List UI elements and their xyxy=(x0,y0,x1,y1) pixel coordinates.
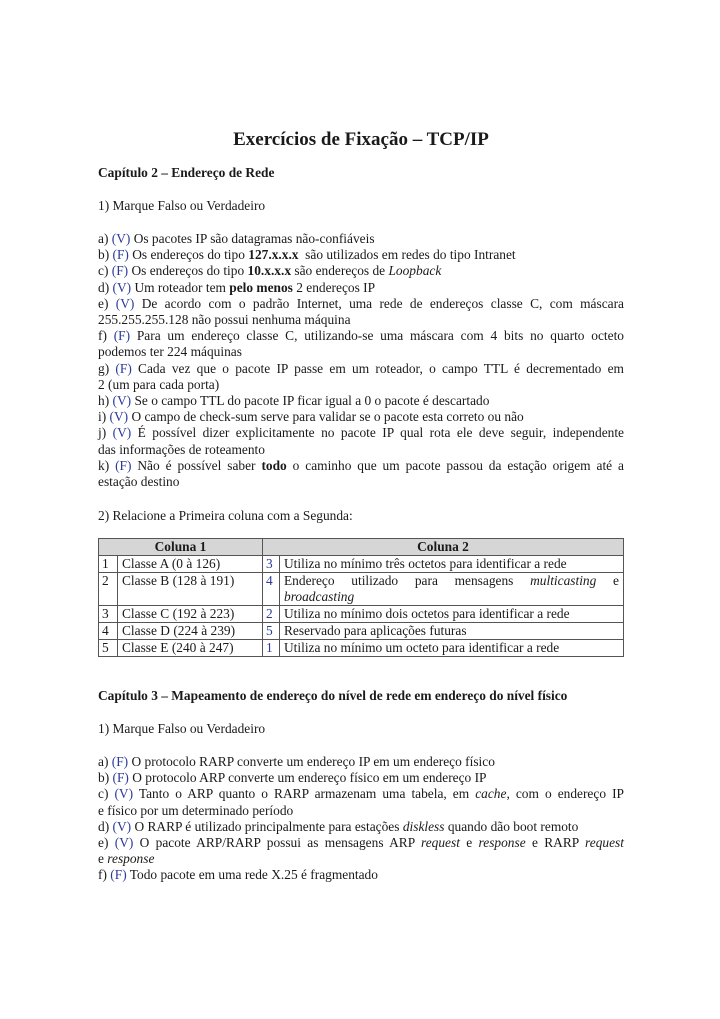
list-item: i) (V) O campo de check-sum serve para validar se o pacote esta correto ou não xyxy=(98,409,524,425)
list-item: b) (F) O protocolo ARP converte um endereço físico em um endereço IP xyxy=(98,770,487,786)
answer-mark: (V) xyxy=(112,818,132,834)
answer-mark: (V) xyxy=(111,231,131,246)
answer-mark: 2 xyxy=(263,606,280,623)
answer-mark: (F) xyxy=(115,360,132,376)
chapter2-heading: Capítulo 2 – Endereço de Rede xyxy=(98,165,275,180)
list-item: e) (V) De acordo com o padrão Internet, uma rede de endereços classe C, com máscara 255.255.255.128 não possui nenhuma máquina xyxy=(98,295,624,328)
answer-mark: (F) xyxy=(115,457,132,473)
list-item: f) (F) Para um endereço classe C, utilizando-se uma máscara com 4 bits no quarto octeto podemos ter 224 máquinas xyxy=(98,328,624,360)
list-item: d) (V) Um roteador tem pelo menos 2 endereços IP xyxy=(98,279,376,295)
answer-mark: (F) xyxy=(111,263,129,279)
table-header-row xyxy=(99,539,624,556)
chapter3-q1-prompt: 1) Marque Falso ou Verdadeiro xyxy=(98,721,266,736)
list-item: c) (F) Os endereços do tipo 10.x.x.x são endereços de Loopback xyxy=(98,263,442,279)
list-item: b) (F) Os endereços do tipo 127.x.x.x são utilizados em redes do tipo Intranet xyxy=(98,247,516,263)
list-item: j) (V) É possível dizer explicitamente no pacote IP qual rota ele deve seguir, independente das informações de roteamento xyxy=(98,425,625,457)
column-header: Coluna 2 xyxy=(263,539,624,556)
list-item: a) (V) Os pacotes IP são datagramas não-confiáveis xyxy=(98,231,375,246)
chapter2-q1-prompt: 1) Marque Falso ou Verdadeiro xyxy=(98,198,266,213)
answer-mark: (V) xyxy=(114,786,134,802)
answer-mark: (V) xyxy=(115,295,135,311)
answer-mark: 1 xyxy=(263,640,280,657)
answer-mark: 4 xyxy=(263,573,280,606)
list-item: k) (F) Não é possível saber todo o caminho que um pacote passou da estação origem até a estação destino xyxy=(98,457,624,490)
relation-table xyxy=(98,538,624,657)
answer-mark: 5 xyxy=(263,623,280,640)
list-item: g) (F) Cada vez que o pacote IP passe em um roteador, o campo TTL é decrementado em 2 (um para cada porta) xyxy=(98,360,624,392)
column-header: Coluna 1 xyxy=(99,539,263,556)
answer-mark: (F) xyxy=(111,754,129,769)
chapter3-q1-list xyxy=(98,754,624,884)
answer-mark: (F) xyxy=(110,867,127,883)
chapter2-q2-prompt: 2) Relacione a Primeira coluna com a Segunda: xyxy=(98,508,353,523)
table-row: 2 Classe B (128 à 191) 4 Endereço utilizado para mensagens multicasting e broadcasting xyxy=(99,573,624,606)
answer-mark: (F) xyxy=(112,247,129,263)
list-item: a) (F) O protocolo RARP converte um endereço IP em um endereço físico xyxy=(98,754,495,769)
chapter2-q1-list xyxy=(98,231,624,490)
answer-mark: (F) xyxy=(113,328,131,344)
answer-mark: (V) xyxy=(109,409,129,425)
answer-mark: (V) xyxy=(112,425,132,441)
list-item: d) (V) O RARP é utilizado principalmente para estações diskless quando dão boot remoto xyxy=(98,818,579,834)
answer-mark: (V) xyxy=(112,279,132,295)
chapter3-heading: Capítulo 3 – Mapeamento de endereço do nível de rede em endereço do nível físico xyxy=(98,688,568,703)
page-title: Exercícios de Fixação – TCP/IP xyxy=(233,129,489,150)
answer-mark: (F) xyxy=(112,770,129,786)
list-item: e) (V) O pacote ARP/RARP possui as mensagens ARP request e response e RARP request e response xyxy=(98,835,624,867)
table-row: 5 Classe E (240 à 247) 1 Utiliza no mínimo um octeto para identificar a rede xyxy=(99,640,624,657)
answer-mark: (V) xyxy=(112,393,132,409)
answer-mark: 3 xyxy=(263,556,280,573)
table-row: 1 Classe A (0 à 126) 3 Utiliza no mínimo três octetos para identificar a rede xyxy=(99,556,624,573)
answer-mark: (V) xyxy=(114,835,134,851)
list-item: c) (V) Tanto o ARP quanto o RARP armazenam uma tabela, em cache, com o endereço IP e físico por um determinado período xyxy=(98,786,624,818)
list-item: f) (F) Todo pacote em uma rede X.25 é fragmentado xyxy=(98,867,378,883)
table-row: 4 Classe D (224 à 239) 5 Reservado para aplicações futuras xyxy=(99,623,624,640)
list-item: h) (V) Se o campo TTL do pacote IP ficar igual a 0 o pacote é descartado xyxy=(98,393,490,409)
table-row: 3 Classe C (192 à 223) 2 Utiliza no mínimo dois octetos para identificar a rede xyxy=(99,606,624,623)
